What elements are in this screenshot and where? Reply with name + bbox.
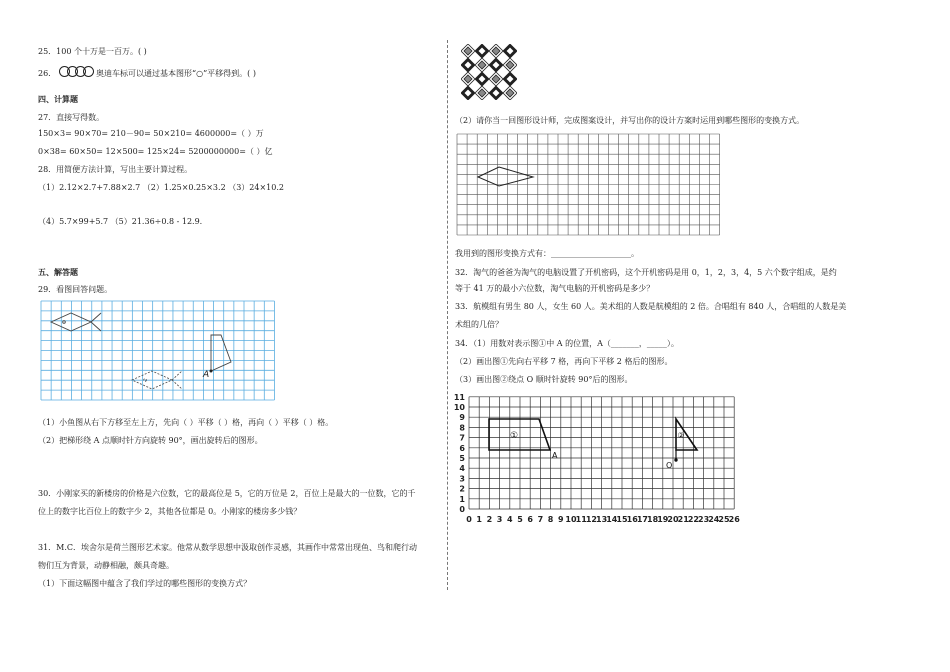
x-tick-label: 8 [547, 515, 554, 524]
x-tick-label: 11 [575, 515, 587, 524]
y-tick-label: 9 [459, 413, 465, 423]
x-tick-label: 22 [687, 515, 699, 524]
tessellation-image [461, 44, 517, 100]
point-o-label: O [666, 461, 673, 470]
q29-grid-lines [41, 301, 274, 400]
q29-grid-figure [40, 300, 280, 405]
question-31-answer: 我用到的图形变换方式有：____________________。 [455, 249, 639, 258]
rhombus-shape [478, 167, 533, 186]
x-tick-label: 19 [657, 515, 669, 524]
question-33-line1: 33．航模组有男生 80 人，女生 60 人。美术组的人数是航模组的 2 倍。合唱组有 840 人，合唱组的人数是美 [455, 302, 847, 311]
question-29-sub1: （1）小鱼图从右下方移至左上方，先向（ ）平移（ ）格，再向（ ）平移（ ）格。 [38, 418, 334, 427]
question-34-sub1: 34．（1）用数对表示图①中 A 的位置，A（_______，_____）。 [455, 339, 679, 348]
question-31-line1: 31．M.C．埃舍尔是荷兰图形艺术家。他常从数学思想中汲取创作灵感，其画作中常常出现鱼、鸟和爬行动 [38, 543, 418, 552]
question-30-line1: 30．小刚家买的新楼房的价格是六位数，它的最高位是 5，它的万位是 2，百位上是最大的一位数，它的千 [38, 489, 416, 498]
fish-shape [51, 313, 101, 331]
y-tick-label: 4 [459, 464, 465, 474]
y-tick-label: 11 [453, 392, 465, 402]
x-tick-label: 26 [728, 515, 740, 524]
x-tick-label: 4 [507, 515, 513, 524]
x-tick-label: 16 [626, 515, 638, 524]
question-28: 28．用简便方法计算，写出主要计算过程。 [38, 165, 193, 174]
question-34-sub3: （3）画出图②绕点 O 顺时针旋转 90°后的图形。 [455, 375, 633, 384]
x-tick-label: 10 [565, 515, 577, 524]
figure-1-trapezoid [489, 419, 550, 450]
figure-2-label: ② [677, 431, 685, 440]
question-25: 25．100 个十万是一百万。( ) [38, 47, 147, 56]
question-26-number: 26. [38, 69, 51, 78]
x-tick-label: 7 [537, 515, 544, 524]
y-tick-label: 10 [453, 403, 465, 412]
x-tick-label: 20 [667, 515, 679, 524]
coordinate-grid-figure [450, 391, 750, 527]
point-a-coord-label: A [552, 451, 558, 460]
audi-rings-icon [59, 66, 91, 77]
question-27: 27．直接写得数。 [38, 113, 105, 122]
question-30-line2: 位上的数字比百位上的数字少 2，其他各位都是 0。小刚家的楼房多少钱？ [38, 507, 302, 516]
x-tick-label: 18 [647, 515, 659, 524]
y-tick-label: 8 [459, 423, 465, 433]
x-tick-label: 23 [698, 515, 710, 524]
x-tick-label: 25 [718, 515, 730, 524]
x-tick-label: 6 [527, 515, 533, 524]
question-31-line2: 物们互为背景，动静相融，颇具奇趣。 [38, 561, 174, 570]
x-tick-label: 1 [476, 515, 482, 524]
question-33-line2: 术组的几倍？ [455, 320, 503, 329]
question-31-sub2: （2）请你当一回图形设计师，完成图案设计，并写出你的设计方案时运用到哪些图形的变换方式。 [455, 116, 805, 125]
section-5-heading: 五、解答题 [38, 268, 78, 277]
x-tick-label: 21 [677, 515, 689, 524]
x-tick-label: 5 [517, 515, 523, 524]
column-divider [447, 40, 449, 590]
x-tick-label: 12 [585, 515, 597, 524]
x-tick-label: 13 [596, 515, 608, 524]
question-29-sub2: （2）把梯形绕 A 点顺时针方向旋转 90°，画出旋转后的图形。 [38, 436, 263, 445]
point-a-label: A [203, 370, 210, 380]
question-34-sub2: （2）画出图①先向右平移 7 格，再向下平移 2 格后的图形。 [455, 357, 673, 366]
section-4-heading: 四、计算题 [38, 95, 78, 104]
x-tick-label: 3 [496, 515, 503, 524]
y-tick-label: 6 [459, 443, 465, 453]
y-tick-label: 1 [459, 494, 465, 504]
x-tick-label: 24 [708, 515, 720, 524]
design-grid-figure [456, 133, 722, 237]
question-31-sub1: （1）下面这幅图中蕴含了我们学过的哪些图形的变换方式？ [38, 579, 252, 588]
question-29: 29．看图回答问题。 [38, 285, 113, 294]
y-tick-label: 3 [459, 474, 465, 484]
question-28-row1: （1）2.12×2.7+7.88×2.7 （2）1.25×0.25×3.2 （3）24×10.2 [38, 183, 284, 192]
figure-1-label: ① [509, 431, 519, 441]
question-27-row2: 0×38= 60×50= 12×500= 125×24= 5200000000=（ ）亿 [38, 147, 273, 156]
y-tick-label: 0 [459, 505, 465, 514]
question-26: 奥迪车标可以通过基本图形“○”平移得到。( ) [96, 69, 256, 78]
x-tick-label: 17 [636, 515, 648, 524]
x-tick-label: 14 [606, 515, 618, 524]
x-tick-label: 0 [466, 515, 472, 524]
y-tick-label: 2 [459, 484, 465, 494]
x-tick-label: 15 [616, 515, 628, 524]
x-tick-label: 9 [558, 515, 564, 524]
question-27-row1: 150×3= 90×70= 210－90= 50×210= 4600000=（ ）万 [38, 129, 264, 138]
question-32-line2: 等于 41 万的最小六位数，淘气电脑的开机密码是多少？ [455, 284, 655, 293]
x-tick-label: 2 [486, 515, 493, 524]
y-tick-label: 7 [459, 433, 465, 443]
y-tick-label: 5 [459, 454, 465, 463]
question-32-line1: 32．淘气的爸爸为淘气的电脑设置了开机密码，这个开机密码是用 0，1，2，3，4，5 六个数字组成，是约 [455, 268, 837, 277]
question-28-row2: （4）5.7×99+5.7 （5）21.36÷0.8 - 12.9. [38, 217, 203, 226]
